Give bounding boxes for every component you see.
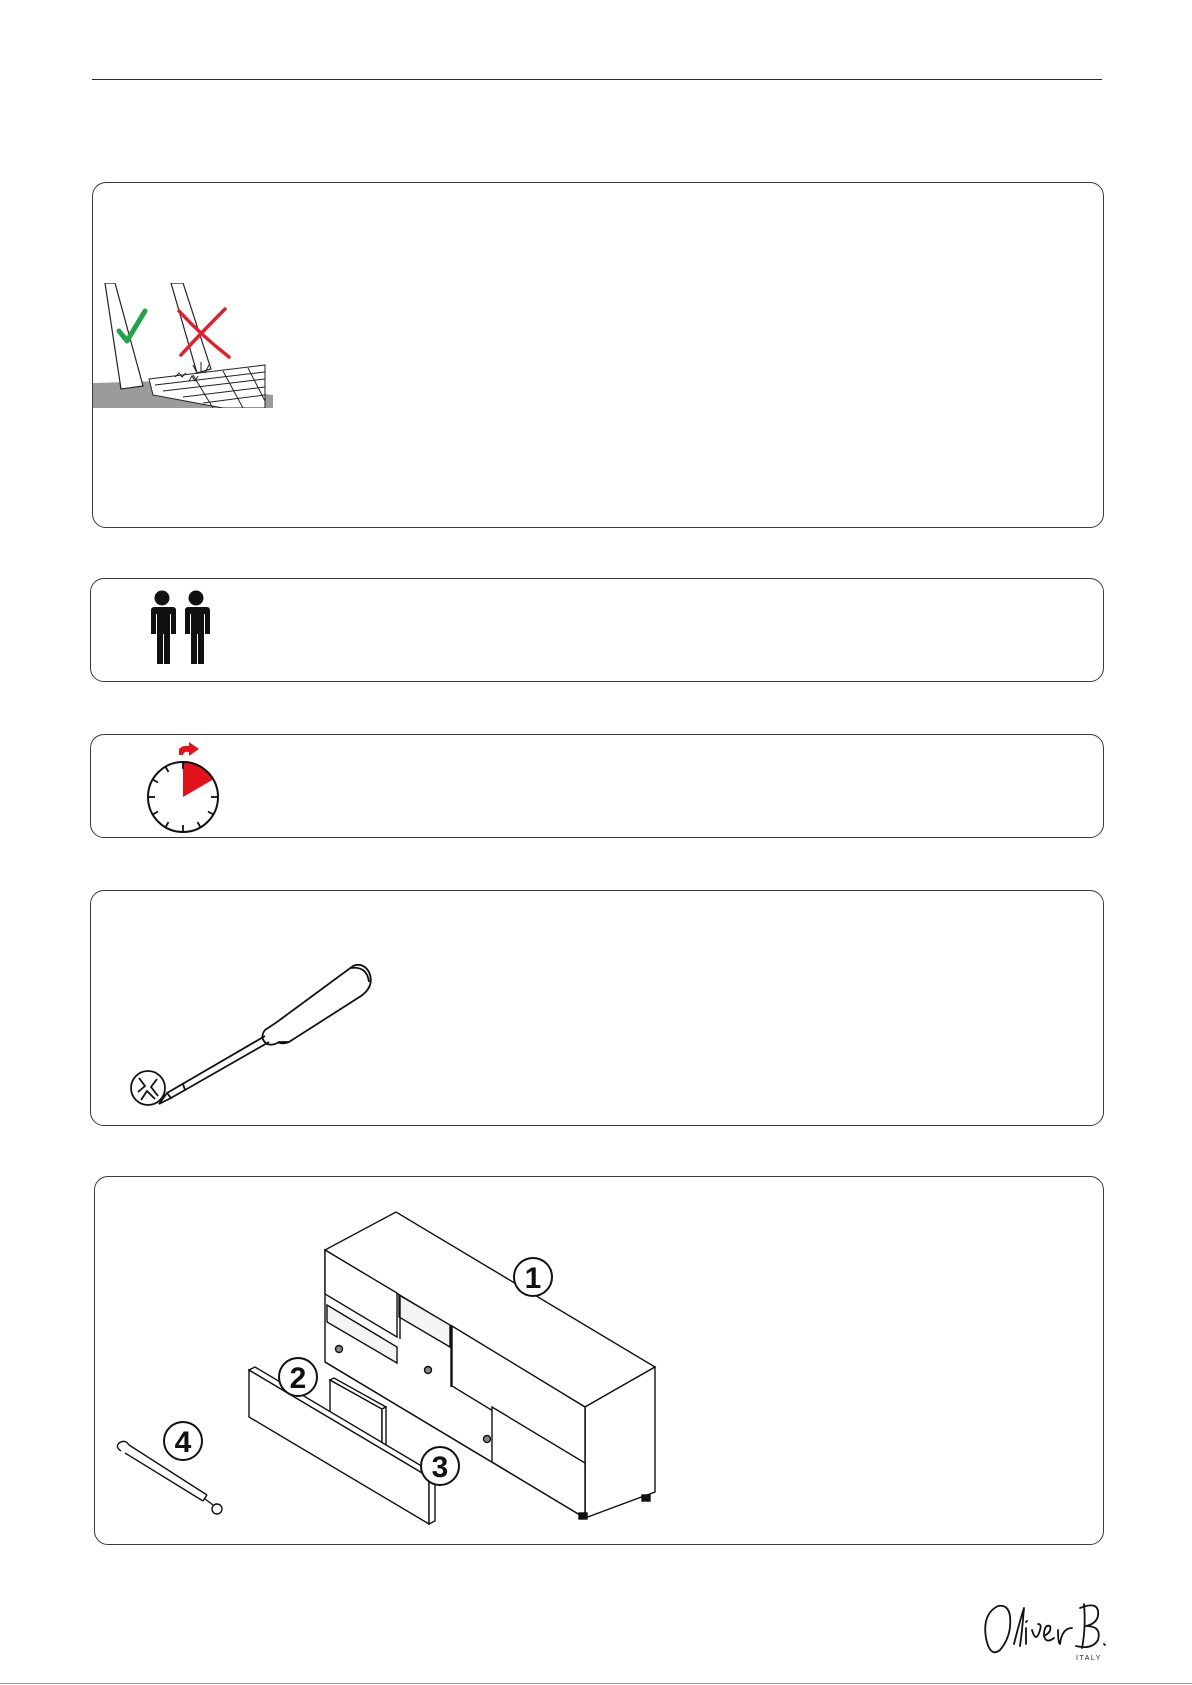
brand-sub: ITALY — [1076, 1655, 1102, 1662]
oliver-b-logo — [980, 1598, 1110, 1668]
two-people-icon — [146, 590, 214, 666]
part-label-3: 3 — [431, 1451, 449, 1484]
assembly-time-panel — [90, 734, 1104, 838]
footer-rule — [0, 1683, 1192, 1684]
tools-illustration — [111, 946, 381, 1118]
parts-illustration — [95, 1177, 1103, 1543]
header-rule — [92, 79, 1102, 80]
part-label-2: 2 — [289, 1362, 307, 1395]
tools-panel — [90, 890, 1104, 1126]
assembly-people-panel — [90, 578, 1104, 682]
stopwatch-icon — [143, 741, 221, 835]
floor-protection-panel — [92, 182, 1104, 528]
floor-protection-illustration — [93, 283, 273, 408]
phillips-head-icon — [131, 1071, 165, 1105]
part-label-1: 1 — [524, 1262, 542, 1295]
part-label-4: 4 — [174, 1426, 192, 1459]
parts-panel — [94, 1176, 1104, 1545]
phillips-screwdriver-icon — [159, 965, 371, 1104]
